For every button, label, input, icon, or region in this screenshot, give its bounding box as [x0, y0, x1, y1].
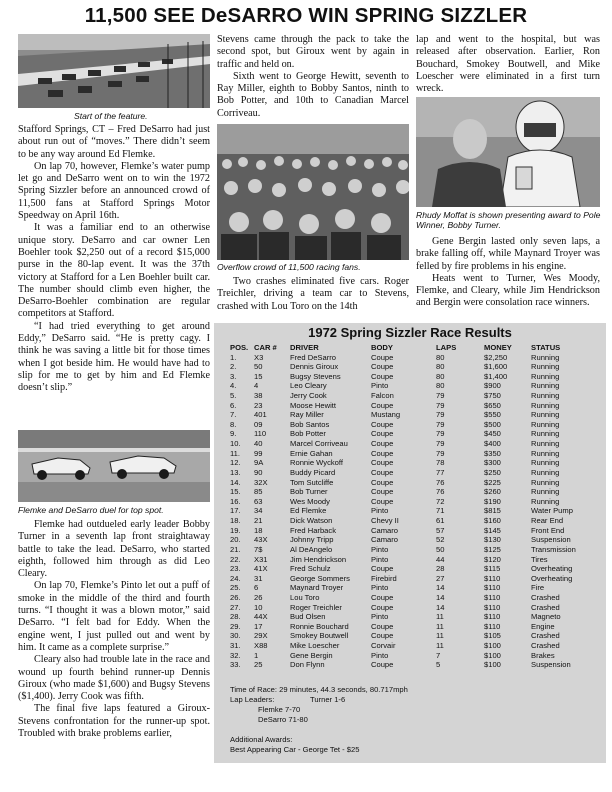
photo-duel	[18, 430, 210, 502]
cell-status: Water Pump	[531, 506, 573, 516]
cell-money: $750	[484, 390, 501, 400]
cell-driver: Bob Potter	[290, 429, 326, 439]
cell-laps: 71	[436, 506, 445, 516]
article-paragraph: Cleary also had trouble late in the race and wound up fourth behind runner-up Dennis Giroux (who made $1,600) and Bugsy Stevens ($1,400). Jerry Cook was fifth.	[18, 654, 210, 703]
cell-status: Running	[531, 477, 560, 487]
cell-status: Crashed	[531, 631, 560, 641]
cell-status: Running	[531, 439, 560, 449]
cell-money: $130	[484, 535, 501, 545]
lap-leader: DeSarro 71-80	[258, 715, 308, 724]
cell-laps: 52	[436, 535, 445, 545]
article-paragraph: It was a familiar end to an otherwise unique story. DeSarro and car owner Len Boehler took $2,250 out of a record $15,000 purse in the 80-lap event. It was the 37th victory at Stafford for a Len Boehler built car. The number should climb even higher, the DeSarro-Boehler combination are regular competitors at Stafford.	[18, 222, 210, 320]
cell-body: Coupe	[371, 419, 394, 429]
cell-pos: 8.	[230, 419, 237, 429]
cell-body: Pinto	[371, 544, 389, 554]
cell-body: Pinto	[371, 583, 389, 593]
cell-status: Magneto	[531, 612, 561, 622]
cell-body: Coupe	[371, 496, 394, 506]
cell-money: $350	[484, 448, 501, 458]
cell-driver: Buddy Picard	[290, 467, 336, 477]
cell-laps: 79	[436, 419, 445, 429]
cell-car: 90	[254, 467, 263, 477]
article-paragraph: Sixth went to George Hewitt, seventh to Ray Miller, eighth to Bobby Santos, ninth to Bob Potter, and 10th to Canadian Marcel Corriveau.	[217, 70, 409, 119]
cell-status: Overheating	[531, 564, 573, 574]
time-of-race: Time of Race: 29 minutes, 44.3 seconds, 80.717mph	[230, 685, 408, 694]
photo-overflow-crowd	[217, 124, 409, 260]
cell-driver: Marcel Corriveau	[290, 439, 348, 449]
article-column-1-upper	[18, 124, 210, 395]
article-column-3-lower	[416, 236, 600, 310]
cell-pos: 9.	[230, 429, 237, 439]
cell-money: $550	[484, 410, 501, 420]
cell-laps: 14	[436, 583, 445, 593]
cell-body: Coupe	[371, 631, 394, 641]
cell-pos: 12.	[230, 458, 241, 468]
cell-money: $1,600	[484, 362, 508, 372]
cell-driver: Maynard Troyer	[290, 583, 344, 593]
cell-laps: 27	[436, 573, 445, 583]
cell-body: Chevy II	[371, 516, 399, 526]
cell-money: $2,250	[484, 352, 508, 362]
cell-laps: 61	[436, 516, 445, 526]
cell-driver: Bugsy Stevens	[290, 371, 341, 381]
cell-driver: Leo Cleary	[290, 381, 327, 391]
cell-car: 1	[254, 650, 259, 660]
cell-driver: Moose Hewitt	[290, 400, 337, 410]
cell-car: 6	[254, 583, 259, 593]
article-column-2-lower	[217, 276, 409, 313]
cell-driver: Ray Miller	[290, 410, 324, 420]
cell-pos: 29.	[230, 621, 241, 631]
cell-laps: 79	[436, 390, 445, 400]
cell-pos: 32.	[230, 650, 241, 660]
cell-money: $110	[484, 612, 501, 622]
cell-status: Suspension	[531, 535, 571, 545]
cell-body: Camaro	[371, 525, 399, 535]
lap-leader: Flemke 7-70	[258, 705, 301, 714]
cell-laps: 14	[436, 593, 445, 602]
cell-body: Pinto	[371, 381, 389, 391]
caption-duel: Flemke and DeSarro duel for top spot.	[18, 505, 164, 515]
article-column-2-upper	[217, 34, 409, 120]
cell-car: 21	[254, 516, 263, 526]
cell-status: Crashed	[531, 641, 560, 651]
cell-car: 38	[254, 390, 263, 400]
cell-pos: 13.	[230, 467, 241, 477]
cell-money: $900	[484, 381, 501, 391]
cell-body: Coupe	[371, 564, 394, 574]
cell-status: Running	[531, 381, 560, 391]
cell-status: Engine	[531, 621, 555, 631]
cell-driver: Al DeAngelo	[290, 544, 333, 554]
cell-pos: 18.	[230, 516, 241, 526]
cell-money: $1,400	[484, 371, 508, 381]
cell-body: Coupe	[371, 593, 394, 602]
cell-driver: George Sommers	[290, 573, 350, 583]
cell-money: $100	[484, 641, 501, 651]
cell-pos: 14.	[230, 477, 241, 487]
cell-money: $110	[484, 573, 501, 583]
cell-driver: Mike Loescher	[290, 641, 340, 651]
cell-status: Overheating	[531, 573, 573, 583]
cell-pos: 10.	[230, 439, 241, 449]
cell-laps: 44	[436, 554, 445, 564]
cell-car: 18	[254, 525, 263, 535]
article-paragraph: “I had tried everything to get around Eddy,” DeSarro said. “He is pretty cagy. I think he was saving a little bit for those times when I got beside him. He would have had to slip for me to get by him and Ed Flemke doesn’t slip.”	[18, 320, 210, 394]
cell-status: Running	[531, 496, 560, 506]
col-header-pos: POS.	[230, 343, 249, 352]
cell-status: Running	[531, 400, 560, 410]
cell-body: Pinto	[371, 554, 389, 564]
cell-money: $225	[484, 477, 501, 487]
cell-laps: 11	[436, 621, 444, 631]
cell-status: Running	[531, 448, 560, 458]
cell-laps: 80	[436, 362, 445, 372]
cell-driver: Don Flynn	[290, 660, 325, 670]
cell-pos: 1.	[230, 352, 237, 362]
cell-status: Fire	[531, 583, 545, 593]
cell-pos: 30.	[230, 631, 241, 641]
cell-money: $110	[484, 583, 501, 593]
results-title: 1972 Spring Sizzler Race Results	[308, 325, 512, 340]
article-paragraph: On lap 70, Flemke’s Pinto let out a puff of smoke in the middle of the third and fourth turns. “I thought it was a blown motor,” said DeSarro. “I felt bad for Eddy. When the engine went, I just pulled out and went by him. It came as a complete surprise.”	[18, 580, 210, 653]
cell-pos: 23.	[230, 564, 241, 574]
cell-laps: 77	[436, 467, 445, 477]
cell-pos: 27.	[230, 602, 241, 612]
cell-money: $400	[484, 439, 501, 449]
cell-pos: 11.	[230, 448, 240, 458]
cell-body: Pinto	[371, 650, 389, 660]
cell-laps: 79	[436, 400, 445, 410]
cell-money: $300	[484, 458, 501, 468]
cell-pos: 7.	[230, 410, 237, 420]
cell-body: Pinto	[371, 506, 389, 516]
cell-body: Coupe	[371, 458, 394, 468]
cell-body: Coupe	[371, 487, 394, 497]
cell-body: Corvair	[371, 641, 396, 651]
cell-car: 40	[254, 439, 263, 449]
cell-money: $100	[484, 660, 501, 670]
cell-driver: Fred DeSarro	[290, 352, 337, 362]
col-header-laps: LAPS	[436, 343, 457, 352]
cell-body: Mustang	[371, 410, 401, 420]
cell-car: 9A	[254, 458, 264, 468]
article-paragraph: The final five laps featured a Giroux-Stevens confrontation for the runner-up spot. Troubled with brake problems earlier,	[18, 703, 210, 740]
cell-body: Coupe	[371, 602, 394, 612]
cell-pos: 20.	[230, 535, 241, 545]
cell-money: $125	[484, 544, 501, 554]
cell-laps: 79	[436, 429, 445, 439]
cell-money: $105	[484, 631, 501, 641]
lap-leader: Turner 1-6	[310, 695, 346, 704]
cell-status: Running	[531, 467, 560, 477]
cell-money: $120	[484, 554, 501, 564]
cell-laps: 11	[436, 641, 444, 651]
cell-car: X31	[254, 554, 268, 564]
cell-driver: Wes Moody	[290, 496, 330, 506]
cell-body: Coupe	[371, 660, 394, 670]
cell-pos: 21.	[230, 544, 241, 554]
cell-money: $650	[484, 400, 501, 410]
cell-status: Tires	[531, 554, 548, 564]
cell-body: Camaro	[371, 535, 399, 545]
col-header-status: STATUS	[531, 343, 561, 352]
cell-status: Crashed	[531, 593, 560, 602]
cell-body: Coupe	[371, 371, 394, 381]
cell-laps: 76	[436, 487, 445, 497]
additional-awards-label: Additional Awards:	[230, 735, 293, 744]
cell-status: Crashed	[531, 602, 560, 612]
cell-car: 26	[254, 593, 263, 602]
cell-car: X3	[254, 352, 264, 362]
cell-car: 43X	[254, 535, 268, 545]
cell-laps: 76	[436, 477, 445, 487]
cell-money: $110	[484, 621, 501, 631]
cell-laps: 79	[436, 448, 445, 458]
photo-award-presentation	[416, 97, 600, 207]
cell-status: Rear End	[531, 516, 564, 526]
cell-body: Coupe	[371, 621, 394, 631]
cell-driver: Dennis Giroux	[290, 362, 339, 372]
cell-body: Coupe	[371, 352, 394, 362]
cell-body: Coupe	[371, 439, 394, 449]
cell-driver: Gene Bergin	[290, 650, 333, 660]
cell-status: Transmission	[531, 544, 576, 554]
cell-status: Running	[531, 458, 560, 468]
cell-car: 25	[254, 660, 263, 670]
article-paragraph: lap and went to the hospital, but was released after observation. Earlier, Ron Bouchard, Smokey Boutwell, and Mike Loescher were eliminated in a first turn wreck.	[416, 34, 600, 95]
cell-driver: Jerry Cook	[290, 390, 327, 400]
article-column-3-upper	[416, 34, 600, 95]
cell-laps: 79	[436, 410, 445, 420]
cell-driver: Lou Toro	[290, 593, 320, 602]
cell-driver: Ernie Gahan	[290, 448, 333, 458]
cell-car: 23	[254, 400, 263, 410]
additional-awards: Best Appearing Car - George Tet - $25	[230, 745, 360, 754]
cell-laps: 11	[436, 631, 444, 641]
article-paragraph: Stafford Springs, CT – Fred DeSarro had just about run out of “moves.” There didn’t seem to be any way around Ed Flemke.	[18, 124, 210, 160]
cell-pos: 17.	[230, 506, 241, 516]
cell-driver: Ronnie Bouchard	[290, 621, 349, 631]
cell-money: $145	[484, 525, 501, 535]
article-paragraph: On lap 70, however, Flemke’s water pump let go and DeSarro went on to win the 1972 Spring Sizzler before an announced crowd of 11,500 fans at Stafford Springs Motor Speedway on April 16th.	[18, 160, 210, 222]
cell-laps: 7	[436, 650, 441, 660]
cell-status: Running	[531, 362, 560, 372]
cell-money: $190	[484, 496, 501, 506]
caption-start: Start of the feature.	[74, 111, 148, 121]
cell-car: 7$	[254, 544, 263, 554]
cell-pos: 2.	[230, 362, 237, 372]
lap-leaders-label: Lap Leaders:	[230, 695, 275, 704]
cell-laps: 50	[436, 544, 445, 554]
cell-laps: 14	[436, 602, 445, 612]
article-paragraph: Stevens came through the pack to take the second spot, but Giroux went by again in traffic and held on.	[217, 34, 409, 70]
cell-laps: 79	[436, 439, 445, 449]
cell-money: $110	[484, 602, 501, 612]
col-header-body: BODY	[371, 343, 393, 352]
article-paragraph: Flemke had outdueled early leader Bobby Turner in a seventh lap front straightaway battle to take the lead. DeSarro, who started eighth, followed him through as did Leo Cleary.	[18, 519, 210, 580]
cell-body: Coupe	[371, 448, 394, 458]
cell-driver: Dick Watson	[290, 516, 333, 526]
cell-pos: 19.	[230, 525, 241, 535]
caption-overflow: Overflow crowd of 11,500 racing fans.	[217, 262, 361, 272]
cell-status: Running	[531, 429, 560, 439]
cell-car: 85	[254, 487, 263, 497]
cell-body: Coupe	[371, 477, 394, 487]
col-header-money: MONEY	[484, 343, 512, 352]
cell-driver: Ed Flemke	[290, 506, 327, 516]
cell-laps: 80	[436, 352, 445, 362]
cell-status: Running	[531, 419, 560, 429]
cell-laps: 80	[436, 371, 445, 381]
cell-pos: 3.	[230, 371, 237, 381]
cell-money: $250	[484, 467, 501, 477]
cell-driver: Bob Santos	[290, 419, 330, 429]
cell-pos: 26.	[230, 593, 241, 602]
cell-car: 15	[254, 371, 263, 381]
article-column-1-lower	[18, 519, 210, 740]
cell-body: Coupe	[371, 400, 394, 410]
cell-body: Coupe	[371, 429, 394, 439]
article-paragraph: Gene Bergin lasted only seven laps, a brake falling off, while Maynard Troyer was felled by fire problems in his engine.	[416, 236, 600, 272]
cell-status: Front End	[531, 525, 565, 535]
cell-car: 50	[254, 362, 263, 372]
cell-pos: 15.	[230, 487, 241, 497]
cell-laps: 80	[436, 381, 445, 391]
cell-pos: 6.	[230, 400, 237, 410]
cell-laps: 57	[436, 525, 445, 535]
col-header-driver: DRIVER	[290, 343, 319, 352]
col-header-car: CAR #	[254, 343, 277, 352]
cell-money: $450	[484, 429, 501, 439]
cell-body: Firebird	[371, 573, 397, 583]
cell-driver: Johnny Tripp	[290, 535, 334, 545]
cell-pos: 22.	[230, 554, 241, 564]
cell-driver: Jim Hendrickson	[290, 554, 347, 564]
cell-car: 63	[254, 496, 263, 506]
cell-laps: 5	[436, 660, 441, 670]
cell-pos: 4.	[230, 381, 237, 391]
cell-car: 110	[254, 429, 267, 439]
cell-laps: 28	[436, 564, 445, 574]
cell-driver: Bud Olsen	[290, 612, 326, 622]
cell-body: Coupe	[371, 362, 394, 372]
cell-money: $100	[484, 650, 501, 660]
cell-driver: Tom Sutcliffe	[290, 477, 334, 487]
cell-pos: 24.	[230, 573, 241, 583]
cell-status: Running	[531, 371, 560, 381]
cell-money: $500	[484, 419, 501, 429]
cell-status: Brakes	[531, 650, 555, 660]
cell-car: 44X	[254, 612, 268, 622]
cell-body: Coupe	[371, 467, 394, 477]
cell-car: 29X	[254, 631, 268, 641]
cell-status: Running	[531, 390, 560, 400]
cell-car: 09	[254, 419, 263, 429]
cell-driver: Bob Turner	[290, 487, 328, 497]
cell-driver: Fred Harback	[290, 525, 337, 535]
cell-car: 17	[254, 621, 263, 631]
cell-pos: 16.	[230, 496, 241, 506]
cell-pos: 5.	[230, 390, 237, 400]
cell-money: $815	[484, 506, 501, 516]
cell-laps: 72	[436, 496, 445, 506]
cell-driver: Smokey Boutwell	[290, 631, 349, 641]
cell-money: $160	[484, 516, 501, 526]
cell-car: 41X	[254, 564, 268, 574]
cell-status: Suspension	[531, 660, 571, 670]
cell-money: $260	[484, 487, 501, 497]
cell-pos: 33.	[230, 660, 241, 670]
cell-car: X88	[254, 641, 268, 651]
cell-car: 31	[254, 573, 263, 583]
cell-car: 401	[254, 410, 267, 420]
cell-pos: 28.	[230, 612, 241, 622]
cell-laps: 11	[436, 612, 444, 622]
cell-body: Falcon	[371, 390, 394, 400]
cell-driver: Fred Schulz	[290, 564, 331, 574]
article-paragraph: Two crashes eliminated five cars. Roger Treichler, driving a team car to Stevens, crashed with Lou Toro on the 14th	[217, 276, 409, 312]
cell-driver: Roger Treichler	[290, 602, 342, 612]
photo-start-of-feature	[18, 34, 210, 108]
caption-moffat: Rhudy Moffat is shown presenting award to Pole Winner, Bobby Turner.	[416, 210, 601, 230]
cell-car: 4	[254, 381, 259, 391]
cell-laps: 78	[436, 458, 445, 468]
cell-status: Running	[531, 487, 560, 497]
cell-car: 10	[254, 602, 263, 612]
headline: 11,500 SEE DeSARRO WIN SPRING SIZZLER	[84, 4, 528, 27]
cell-car: 99	[254, 448, 263, 458]
cell-car: 32X	[254, 477, 268, 487]
cell-status: Running	[531, 410, 560, 420]
cell-car: 34	[254, 506, 263, 516]
cell-pos: 31.	[230, 641, 241, 651]
cell-money: $115	[484, 564, 501, 574]
race-results-table	[214, 323, 606, 763]
cell-pos: 25.	[230, 583, 241, 593]
cell-body: Pinto	[371, 612, 389, 622]
cell-money: $110	[484, 593, 501, 602]
article-paragraph: Heats went to Turner, Wes Moody, Flemke, and Cleary, while Jim Hendrickson and Bergin were consolation race winners.	[416, 272, 600, 309]
cell-status: Running	[531, 352, 560, 362]
cell-driver: Ronnie Wyckoff	[290, 458, 343, 468]
